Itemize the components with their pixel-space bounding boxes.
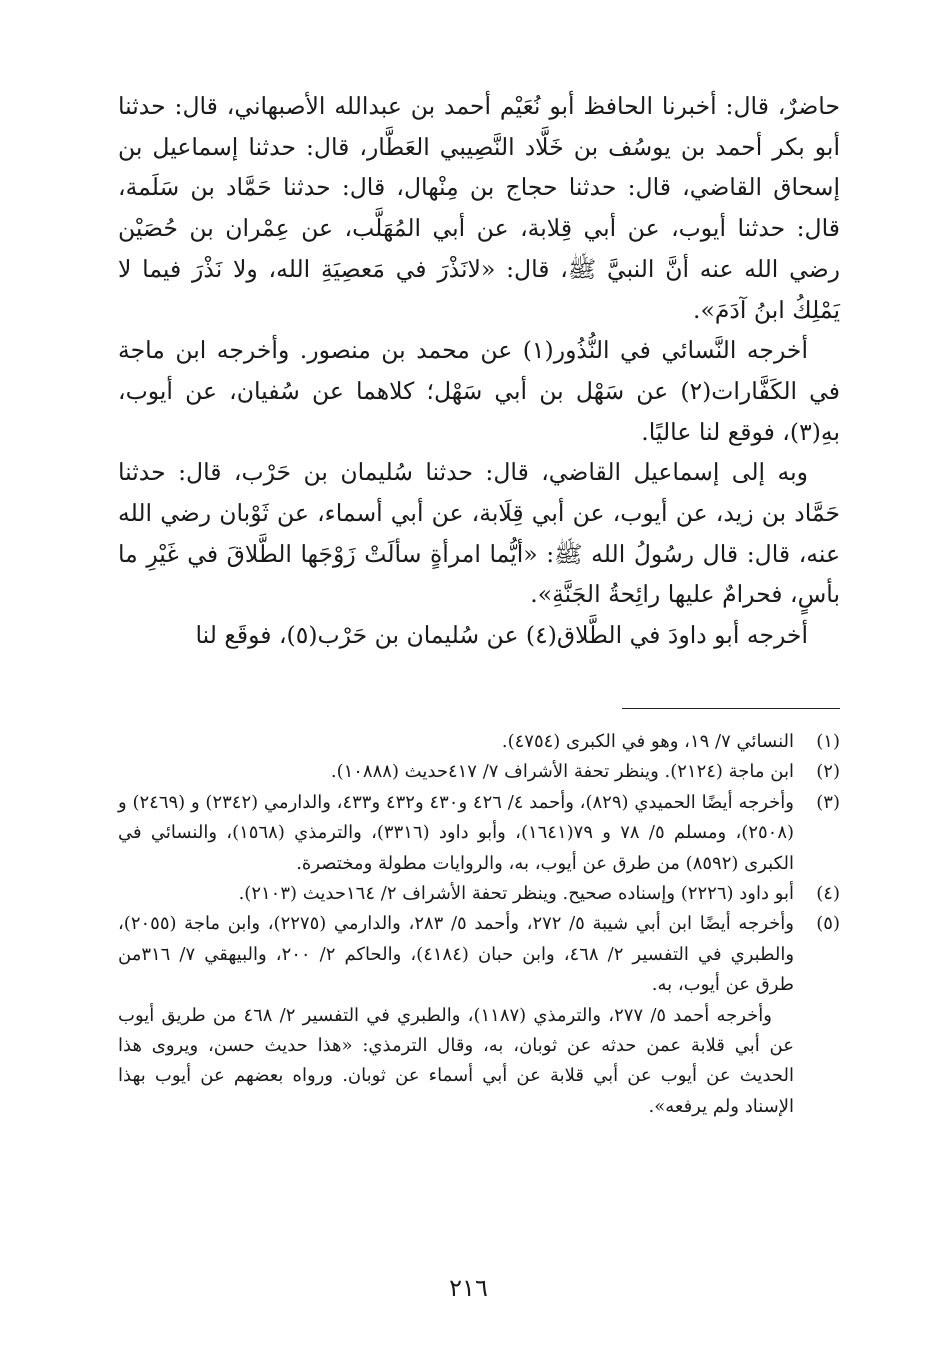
main-text (118, 86, 840, 656)
paragraph-takhrij-2: أخرجه أبو داودَ في الطَّلاق(٤) عن سُليمان بن حَرْب(٥)، فوقَع لنا (195, 621, 808, 650)
footnote-text: أبو داود (٢٢٢٦) وإسناده صحيح. وينظر تحفة الأشراف ٢/ ١٦٤حديث (٢١٠٣). (238, 883, 794, 905)
footnote-text: وأخرجه أيضًا الحميدي (٨٢٩)، وأحمد ٤/ ٤٢٦ و٤٣٠ و٤٣٢ و٤٣٣، والدارمي (٢٣٤٢) و (٢٤٦٩) و (٢٥٠٨)، ومسلم ٥/ ٧٨ و ٧٩(١٦٤١)، وأبو داود (٣٣١٦)، والترمذي (١٥٦٨)، والنسائي في الكبرى (٨٥٩٢) من طرق عن أيوب، به، والروايات مطولة ومختصرة. (118, 791, 795, 874)
footnotes (118, 727, 840, 1122)
footnote-text: ابن ماجة (٢١٢٤). وينظر تحفة الأشراف ٧/ ٤١٧حديث (١٠٨٨٨). (330, 761, 794, 783)
footnote-number: (١) (816, 731, 840, 752)
footnote-text: وأخرجه أيضًا ابن أبي شيبة ٥/ ٢٧٢، وأحمد ٥/ ٢٨٣، والدارمي (٢٢٧٥)، وابن ماجة (٢٠٥٥)، والطبري في التفسير ٢/ ٤٦٨، وابن حبان (٤١٨٤)، والحاكم ٢/ ٢٠٠، والبيهقي ٧/ ٣١٦من طرق عن أيوب، به. (118, 913, 795, 996)
footnote-text: النسائي ٧/ ١٩، وهو في الكبرى (٤٧٥٤). (501, 731, 794, 752)
page-number: ٢١٦ (449, 1274, 488, 1302)
footnote-5 (118, 909, 840, 1000)
footnote-2 (118, 757, 840, 787)
paragraph-hadith-1: حاضرٌ، قال: أخبرنا الحافظ أبو نُعَيْم أحمد بن عبدالله الأصبهاني، قال: حدثنا أبو بكر أحمد بن يوسُف بن خَلَّاد النَّصِيبي العَطَّار، قال: حدثنا إسماعيل بن إسحاق القاضي، قال: حدثنا حجاج بن مِنْهال، قال: حدثنا حَمَّاد بن سَلَمة، قال: حدثنا أيوب، عن أبي قِلابة، عن أبي المُهَلَّب، عن عِمْران بن حُصَيْن رضي الله عنه أنَّ النبيَّ ﷺ، قال: «لانَذْرَ في مَعصِيَةِ الله، ولا نَذْرَ فيما لا يَمْلِكُ ابنُ آدَمَ». (118, 92, 840, 324)
paragraph-takhrij-1: أخرجه النَّسائي في النُّذُور(١) عن محمد بن منصور. وأخرجه ابن ماجة في الكَفَّارات(٢) عن سَهْل بن أبي سَهْل؛ كلاهما عن سُفيان، عن أيوب، بهِ(٣)، فوقع لنا عاليًا. (118, 336, 840, 446)
footnote-4 (118, 879, 840, 909)
footnote-5-continuation: وأخرجه أحمد ٥/ ٢٧٧، والترمذي (١١٨٧)، والطبري في التفسير ٢/ ٤٦٨ من طريق أيوب عن أبي قلابة عمن حدثه عن ثوبان، به، وقال الترمذي: «هذا حديث حسن، ويروى هذا الحديث عن أيوب عن أبي قلابة عن أبي أسماء عن ثوبان. ورواه بعضهم عن أيوب بهذا الإسناد ولم يرفعه». (118, 1004, 794, 1117)
footnote-1 (118, 727, 840, 757)
footnote-number: (٥) (816, 913, 840, 935)
footnote-number: (٣) (816, 791, 840, 813)
footnote-number: (٢) (816, 761, 840, 783)
footnote-number: (٤) (816, 883, 840, 905)
footnote-separator (622, 708, 840, 709)
paragraph-hadith-2: وبه إلى إسماعيل القاضي، قال: حدثنا سُليمان بن حَرْب، قال: حدثنا حَمَّاد بن زيد، عن أيوب، عن أبي قِلَابة، عن أبي أسماء، عن ثَوْبان رضي الله عنه، قال: قال رسُولُ الله ﷺ: «أيُّما امرأةٍ سألَتْ زَوْجَها الطَّلاقَ في غَيْرِ ما بأسٍ، فحرامٌ عليها رائِحةُ الجَنَّةِ». (118, 458, 840, 609)
footnote-3 (118, 788, 840, 879)
